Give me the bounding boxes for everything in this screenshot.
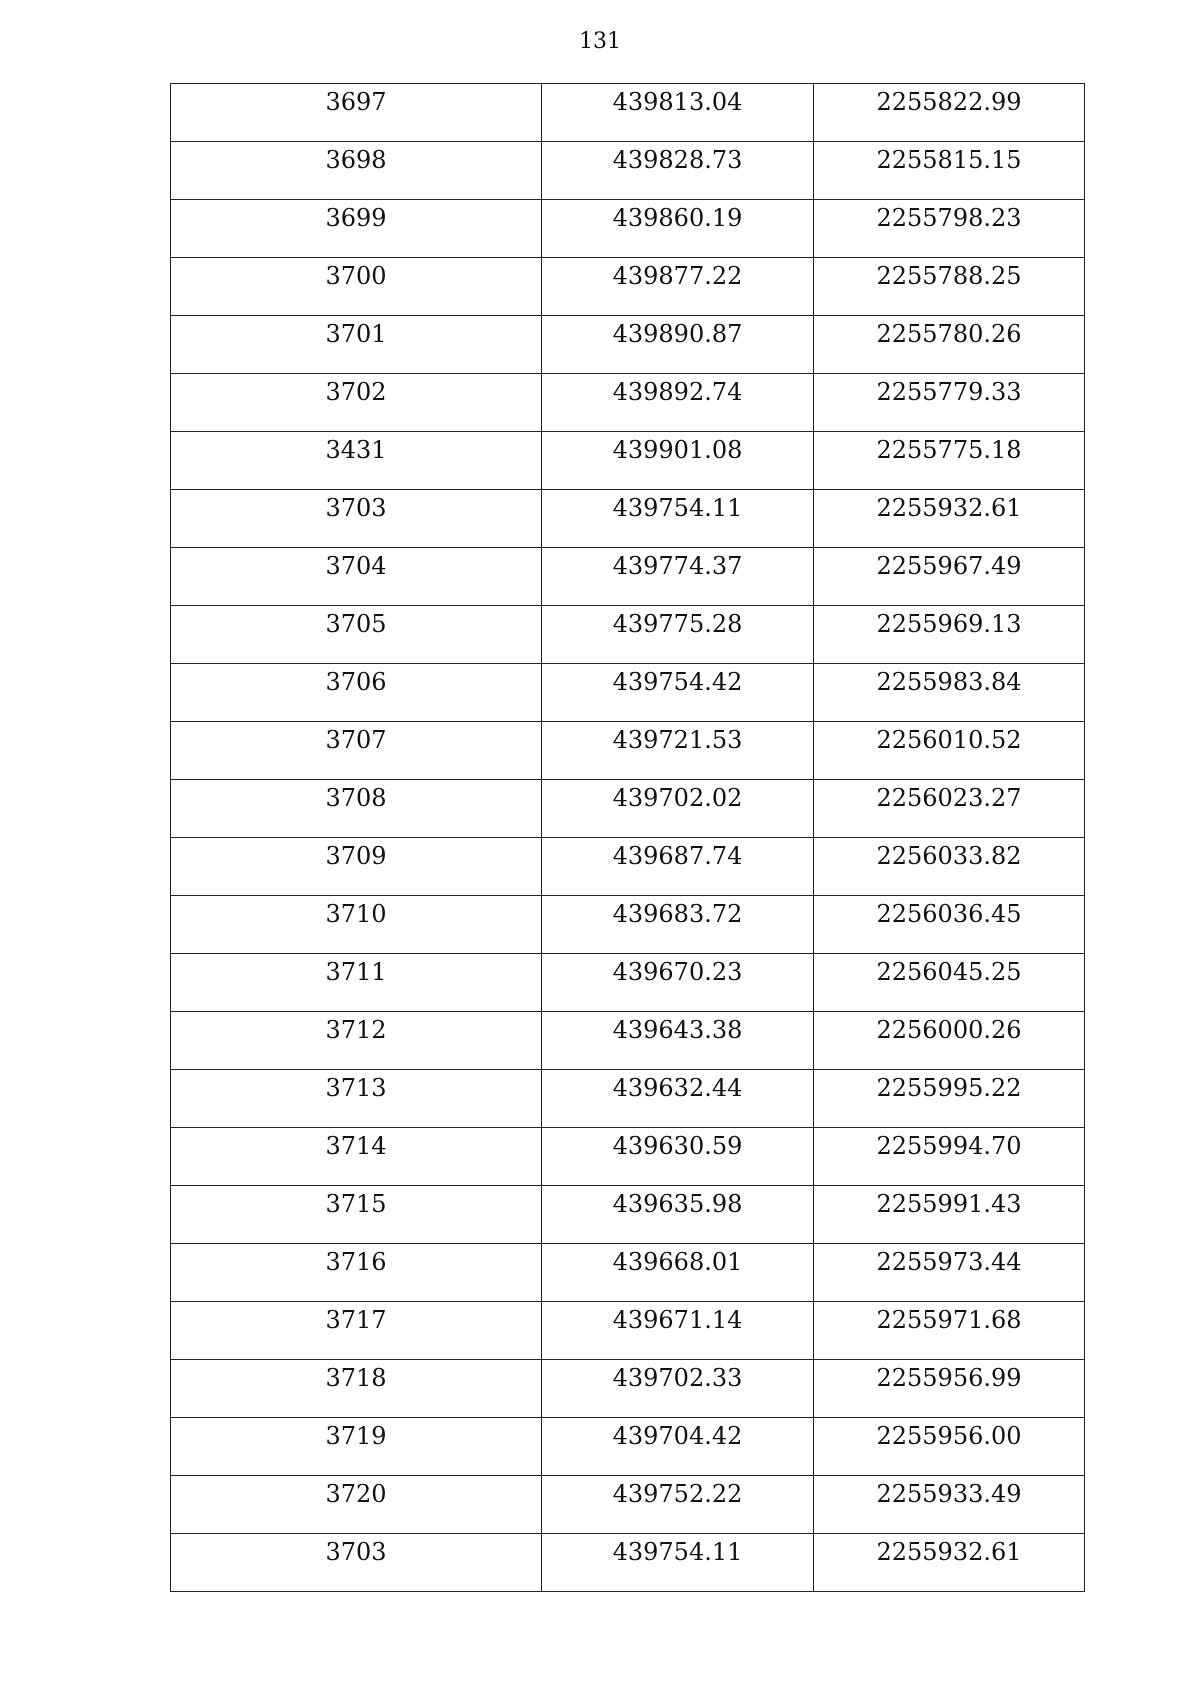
table-row bbox=[171, 490, 1085, 548]
cell-text: 439754.11 bbox=[612, 494, 743, 522]
table-row bbox=[171, 84, 1085, 142]
y-coordinate-cell bbox=[814, 490, 1085, 548]
cell-text: 439683.72 bbox=[612, 900, 743, 928]
y-coordinate-cell bbox=[814, 1186, 1085, 1244]
table-row bbox=[171, 664, 1085, 722]
cell-text: 2256033.82 bbox=[876, 842, 1022, 870]
cell-text: 2255994.70 bbox=[876, 1132, 1022, 1160]
x-coordinate-cell bbox=[542, 258, 814, 316]
table-row bbox=[171, 432, 1085, 490]
cell-text: 3715 bbox=[325, 1190, 387, 1218]
y-coordinate-cell bbox=[814, 1418, 1085, 1476]
table-row bbox=[171, 722, 1085, 780]
cell-text: 439668.01 bbox=[612, 1248, 743, 1276]
cell-text: 2255932.61 bbox=[876, 1538, 1022, 1566]
cell-text: 3703 bbox=[325, 494, 387, 522]
table-row bbox=[171, 1070, 1085, 1128]
cell-text: 439901.08 bbox=[612, 436, 743, 464]
cell-text: 3431 bbox=[325, 436, 387, 464]
cell-text: 439890.87 bbox=[612, 320, 743, 348]
x-coordinate-cell bbox=[542, 664, 814, 722]
cell-text: 3717 bbox=[325, 1306, 387, 1334]
cell-text: 3718 bbox=[325, 1364, 387, 1392]
cell-text: 3703 bbox=[325, 1538, 387, 1566]
x-coordinate-cell bbox=[542, 432, 814, 490]
cell-text: 439752.22 bbox=[612, 1480, 743, 1508]
point-id-cell bbox=[171, 316, 542, 374]
cell-text: 439775.28 bbox=[612, 610, 743, 638]
x-coordinate-cell bbox=[542, 142, 814, 200]
table-row bbox=[171, 374, 1085, 432]
point-id-cell bbox=[171, 722, 542, 780]
cell-text: 439704.42 bbox=[612, 1422, 743, 1450]
cell-text: 3713 bbox=[325, 1074, 387, 1102]
cell-text: 439774.37 bbox=[612, 552, 743, 580]
point-id-cell bbox=[171, 896, 542, 954]
table-row bbox=[171, 1418, 1085, 1476]
cell-text: 439643.38 bbox=[612, 1016, 743, 1044]
table-row bbox=[171, 838, 1085, 896]
cell-text: 2255995.22 bbox=[876, 1074, 1022, 1102]
y-coordinate-cell bbox=[814, 200, 1085, 258]
table-row bbox=[171, 1244, 1085, 1302]
cell-text: 3712 bbox=[325, 1016, 387, 1044]
table-row bbox=[171, 548, 1085, 606]
cell-text: 3711 bbox=[325, 958, 387, 986]
cell-text: 3710 bbox=[325, 900, 387, 928]
cell-text: 439813.04 bbox=[612, 88, 743, 116]
x-coordinate-cell bbox=[542, 84, 814, 142]
y-coordinate-cell bbox=[814, 142, 1085, 200]
x-coordinate-cell bbox=[542, 1418, 814, 1476]
x-coordinate-cell bbox=[542, 1476, 814, 1534]
coordinates-table-body bbox=[171, 84, 1085, 1592]
x-coordinate-cell bbox=[542, 722, 814, 780]
cell-text: 2255932.61 bbox=[876, 494, 1022, 522]
x-coordinate-cell bbox=[542, 1534, 814, 1592]
point-id-cell bbox=[171, 1186, 542, 1244]
point-id-cell bbox=[171, 1302, 542, 1360]
cell-text: 2255971.68 bbox=[876, 1306, 1022, 1334]
cell-text: 2256045.25 bbox=[876, 958, 1022, 986]
x-coordinate-cell bbox=[542, 490, 814, 548]
y-coordinate-cell bbox=[814, 1012, 1085, 1070]
y-coordinate-cell bbox=[814, 1244, 1085, 1302]
point-id-cell bbox=[171, 432, 542, 490]
cell-text: 3704 bbox=[325, 552, 387, 580]
point-id-cell bbox=[171, 142, 542, 200]
y-coordinate-cell bbox=[814, 1476, 1085, 1534]
point-id-cell bbox=[171, 200, 542, 258]
y-coordinate-cell bbox=[814, 664, 1085, 722]
cell-text: 2255991.43 bbox=[876, 1190, 1022, 1218]
point-id-cell bbox=[171, 374, 542, 432]
table-row bbox=[171, 316, 1085, 374]
cell-text: 3700 bbox=[325, 262, 387, 290]
y-coordinate-cell bbox=[814, 374, 1085, 432]
x-coordinate-cell bbox=[542, 954, 814, 1012]
cell-text: 439860.19 bbox=[612, 204, 743, 232]
table-row bbox=[171, 200, 1085, 258]
y-coordinate-cell bbox=[814, 606, 1085, 664]
point-id-cell bbox=[171, 954, 542, 1012]
cell-text: 2255933.49 bbox=[876, 1480, 1022, 1508]
cell-text: 3698 bbox=[325, 146, 387, 174]
point-id-cell bbox=[171, 1476, 542, 1534]
point-id-cell bbox=[171, 1244, 542, 1302]
cell-text: 439892.74 bbox=[612, 378, 743, 406]
point-id-cell bbox=[171, 664, 542, 722]
x-coordinate-cell bbox=[542, 1012, 814, 1070]
cell-text: 2255969.13 bbox=[876, 610, 1022, 638]
table-row bbox=[171, 258, 1085, 316]
y-coordinate-cell bbox=[814, 1070, 1085, 1128]
y-coordinate-cell bbox=[814, 258, 1085, 316]
cell-text: 2256000.26 bbox=[876, 1016, 1022, 1044]
x-coordinate-cell bbox=[542, 780, 814, 838]
cell-text: 439702.02 bbox=[612, 784, 743, 812]
point-id-cell bbox=[171, 1360, 542, 1418]
y-coordinate-cell bbox=[814, 896, 1085, 954]
cell-text: 439635.98 bbox=[612, 1190, 743, 1218]
table-row bbox=[171, 954, 1085, 1012]
cell-text: 2255956.00 bbox=[876, 1422, 1022, 1450]
table-row bbox=[171, 1012, 1085, 1070]
x-coordinate-cell bbox=[542, 316, 814, 374]
cell-text: 3701 bbox=[325, 320, 387, 348]
cell-text: 439687.74 bbox=[612, 842, 743, 870]
cell-text: 2256010.52 bbox=[876, 726, 1022, 754]
cell-text: 2255967.49 bbox=[876, 552, 1022, 580]
table-row bbox=[171, 606, 1085, 664]
table-row bbox=[171, 1186, 1085, 1244]
cell-text: 2256036.45 bbox=[876, 900, 1022, 928]
cell-text: 3702 bbox=[325, 378, 387, 406]
table-row bbox=[171, 1302, 1085, 1360]
x-coordinate-cell bbox=[542, 1186, 814, 1244]
x-coordinate-cell bbox=[542, 896, 814, 954]
point-id-cell bbox=[171, 838, 542, 896]
y-coordinate-cell bbox=[814, 316, 1085, 374]
cell-text: 3709 bbox=[325, 842, 387, 870]
cell-text: 439630.59 bbox=[612, 1132, 743, 1160]
table-row bbox=[171, 1360, 1085, 1418]
y-coordinate-cell bbox=[814, 548, 1085, 606]
point-id-cell bbox=[171, 780, 542, 838]
cell-text: 3697 bbox=[325, 88, 387, 116]
cell-text: 439670.23 bbox=[612, 958, 743, 986]
cell-text: 439671.14 bbox=[612, 1306, 743, 1334]
x-coordinate-cell bbox=[542, 1302, 814, 1360]
cell-text: 439721.53 bbox=[612, 726, 743, 754]
cell-text: 3699 bbox=[325, 204, 387, 232]
y-coordinate-cell bbox=[814, 954, 1085, 1012]
point-id-cell bbox=[171, 1070, 542, 1128]
y-coordinate-cell bbox=[814, 1360, 1085, 1418]
point-id-cell bbox=[171, 1418, 542, 1476]
point-id-cell bbox=[171, 1012, 542, 1070]
cell-text: 3708 bbox=[325, 784, 387, 812]
cell-text: 439877.22 bbox=[612, 262, 743, 290]
cell-text: 3705 bbox=[325, 610, 387, 638]
table-row bbox=[171, 1128, 1085, 1186]
page-number: 131 bbox=[579, 29, 621, 54]
cell-text: 439702.33 bbox=[612, 1364, 743, 1392]
y-coordinate-cell bbox=[814, 1534, 1085, 1592]
cell-text: 2255973.44 bbox=[876, 1248, 1022, 1276]
cell-text: 2255779.33 bbox=[876, 378, 1022, 406]
coordinates-table bbox=[170, 83, 1085, 1592]
cell-text: 2255788.25 bbox=[876, 262, 1022, 290]
point-id-cell bbox=[171, 84, 542, 142]
cell-text: 3707 bbox=[325, 726, 387, 754]
x-coordinate-cell bbox=[542, 606, 814, 664]
x-coordinate-cell bbox=[542, 374, 814, 432]
x-coordinate-cell bbox=[542, 548, 814, 606]
cell-text: 3716 bbox=[325, 1248, 387, 1276]
y-coordinate-cell bbox=[814, 432, 1085, 490]
x-coordinate-cell bbox=[542, 1128, 814, 1186]
cell-text: 2255775.18 bbox=[876, 436, 1022, 464]
y-coordinate-cell bbox=[814, 84, 1085, 142]
table-row bbox=[171, 142, 1085, 200]
point-id-cell bbox=[171, 606, 542, 664]
point-id-cell bbox=[171, 548, 542, 606]
x-coordinate-cell bbox=[542, 1070, 814, 1128]
x-coordinate-cell bbox=[542, 1360, 814, 1418]
cell-text: 3720 bbox=[325, 1480, 387, 1508]
cell-text: 2255983.84 bbox=[876, 668, 1022, 696]
cell-text: 439754.42 bbox=[612, 668, 743, 696]
y-coordinate-cell bbox=[814, 1302, 1085, 1360]
y-coordinate-cell bbox=[814, 722, 1085, 780]
point-id-cell bbox=[171, 1128, 542, 1186]
point-id-cell bbox=[171, 258, 542, 316]
cell-text: 2256023.27 bbox=[876, 784, 1022, 812]
y-coordinate-cell bbox=[814, 780, 1085, 838]
cell-text: 3714 bbox=[325, 1132, 387, 1160]
point-id-cell bbox=[171, 490, 542, 548]
x-coordinate-cell bbox=[542, 838, 814, 896]
point-id-cell bbox=[171, 1534, 542, 1592]
table-row bbox=[171, 780, 1085, 838]
cell-text: 2255815.15 bbox=[876, 146, 1022, 174]
cell-text: 2255822.99 bbox=[876, 88, 1022, 116]
cell-text: 3719 bbox=[325, 1422, 387, 1450]
y-coordinate-cell bbox=[814, 1128, 1085, 1186]
table-row bbox=[171, 896, 1085, 954]
y-coordinate-cell bbox=[814, 838, 1085, 896]
x-coordinate-cell bbox=[542, 200, 814, 258]
table-row bbox=[171, 1476, 1085, 1534]
cell-text: 2255780.26 bbox=[876, 320, 1022, 348]
x-coordinate-cell bbox=[542, 1244, 814, 1302]
cell-text: 2255798.23 bbox=[876, 204, 1022, 232]
cell-text: 439754.11 bbox=[612, 1538, 743, 1566]
cell-text: 2255956.99 bbox=[876, 1364, 1022, 1392]
cell-text: 439828.73 bbox=[612, 146, 743, 174]
cell-text: 439632.44 bbox=[612, 1074, 743, 1102]
cell-text: 3706 bbox=[325, 668, 387, 696]
table-row bbox=[171, 1534, 1085, 1592]
